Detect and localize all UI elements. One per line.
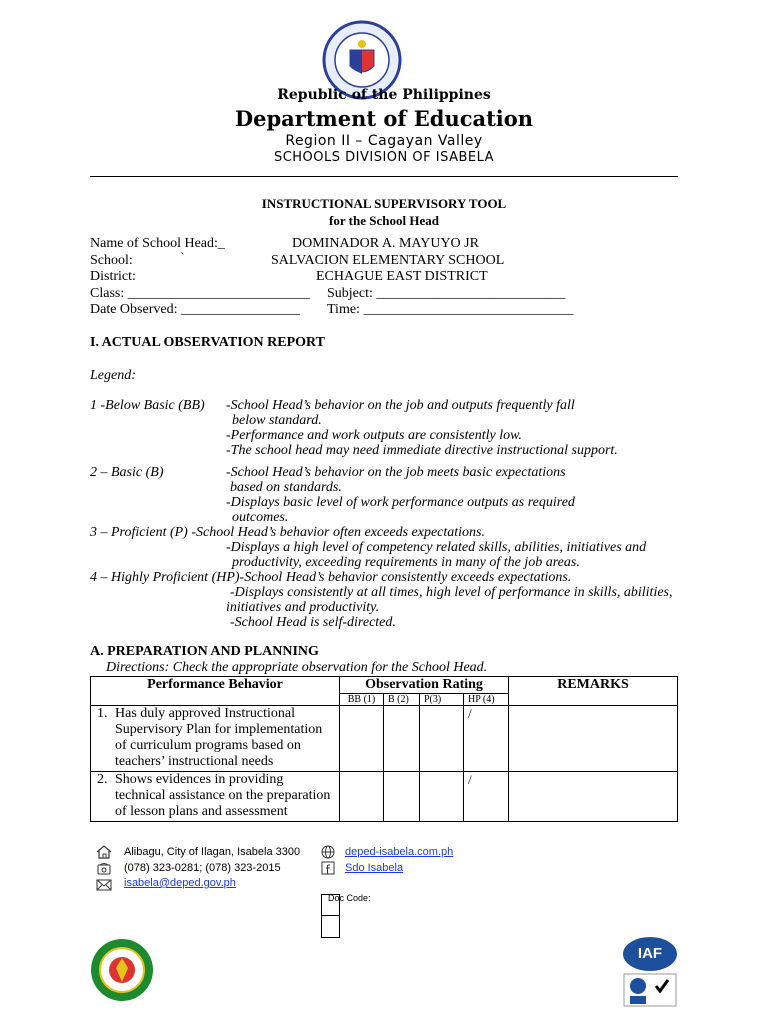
observation-table [90, 676, 678, 822]
division-line: SCHOOLS DIVISION OF ISABELA [273, 150, 495, 165]
legend-1-desc: -School Head’s behavior on the job and outputs frequently fall [226, 398, 575, 413]
row-number: 1. [97, 706, 108, 721]
rating-cell-b[interactable] [384, 706, 420, 772]
facebook-link[interactable]: Sdo Isabela [345, 862, 404, 874]
school-head-value: DOMINADOR A. MAYUYO JR [292, 236, 479, 251]
remarks-cell[interactable] [509, 706, 678, 772]
row-number: 2. [97, 772, 108, 787]
legend-3-label: 3 – Proficient (P) -School Head’s behavior often exceeds expectations. [90, 525, 485, 540]
class-field: Class: __________________________ [90, 286, 310, 301]
rating-cell-b[interactable] [384, 772, 420, 822]
legend-4-label: 4 – Highly Proficient (HP)-School Head’s behavior consistently exceeds expectations. [90, 570, 572, 585]
rating-cell-p[interactable] [420, 772, 464, 822]
form-subtitle: for the School Head [329, 213, 439, 228]
table-row [91, 706, 678, 772]
address-text: Alibagu, City of Ilagan, Isabela 3300 [124, 846, 301, 858]
legend-2-label: 2 – Basic (B) [90, 465, 164, 480]
mail-icon [96, 878, 112, 892]
table-row [91, 772, 678, 822]
directions-text: Directions: Check the appropriate observation for the School Head. [106, 660, 488, 675]
website-link[interactable]: deped-isabela.com.ph [345, 846, 454, 858]
section-heading-observation: I. ACTUAL OBSERVATION REPORT [90, 335, 325, 350]
rating-cell-hp[interactable]: / [464, 706, 509, 772]
row-behavior-text: Has duly approved Instructional Supervisory Plan for implementation of curriculum programs based on teachers’ instructional needs [115, 706, 323, 769]
col-header-remarks: REMARKS [509, 677, 678, 706]
phone-icon [96, 862, 112, 876]
remarks-cell[interactable] [509, 772, 678, 822]
legend-1-label: 1 -Below Basic (BB) [90, 398, 205, 413]
rating-cell-bb[interactable] [340, 772, 384, 822]
globe-icon [320, 845, 336, 859]
sub-header-hp: HP (4) [464, 694, 509, 706]
legend-2-desc: -Displays basic level of work performance outputs as required [226, 495, 575, 510]
sub-header-p: P(3) [420, 694, 464, 706]
col-header-behavior: Performance Behavior [91, 677, 340, 706]
district-value: ECHAGUE EAST DISTRICT [316, 269, 488, 284]
col-header-rating: Observation Rating [340, 677, 509, 694]
legend-2-desc: based on standards. [230, 480, 342, 495]
legend-1-desc: below standard. [232, 413, 322, 428]
division-seal-logo [90, 938, 154, 1002]
legend-4-desc: -School Head is self-directed. [230, 615, 396, 630]
legend-4-desc: initiatives and productivity. [226, 600, 380, 615]
legend-1-desc: -Performance and work outputs are consistently low. [226, 428, 522, 443]
date-observed-field: Date Observed: _________________ [90, 302, 300, 317]
legend-2-desc: outcomes. [232, 510, 289, 525]
school-mark: ` [180, 251, 185, 266]
email-link[interactable]: isabela@deped.gov.ph [124, 877, 236, 889]
form-title: INSTRUCTIONAL SUPERVISORY TOOL [261, 196, 507, 211]
legend-2-desc: -School Head’s behavior on the job meets basic expectations [226, 465, 566, 480]
rating-cell-hp[interactable]: / [464, 772, 509, 822]
home-icon [96, 845, 112, 859]
school-head-label: Name of School Head:_ [90, 236, 225, 251]
school-value: SALVACION ELEMENTARY SCHOOL [271, 253, 505, 268]
department-title: Department of Education [234, 106, 534, 131]
rating-cell-p[interactable] [420, 706, 464, 772]
legend-1-desc: -The school head may need immediate directive instructional support. [226, 443, 618, 458]
region-line: Region II – Cagayan Valley [285, 133, 483, 149]
legend-3-desc: -Displays a high level of competency related skills, abilities, initiatives and [226, 540, 647, 555]
doc-code-label: Doc Code: [328, 893, 371, 903]
sub-header-bb: BB (1) [340, 694, 384, 706]
district-label: District: [90, 269, 136, 284]
legend-3-desc: productivity, exceeding requirements in many of the job areas. [232, 555, 580, 570]
row-behavior-text: Shows evidences in providing technical assistance on the preparation of lesson plans and assessment [115, 772, 331, 819]
section-heading-preparation: A. PREPARATION AND PLANNING [90, 644, 319, 659]
phone-text: (078) 323-0281; (078) 323-2015 [124, 862, 281, 874]
legend-title: Legend: [90, 368, 136, 383]
iaf-label: IAF [637, 945, 663, 962]
subject-field: Subject: ___________________________ [327, 286, 566, 301]
school-label: School: [90, 253, 133, 268]
legend-4-desc: -Displays consistently at all times, high level of performance in skills, abilities, [230, 585, 673, 600]
header-divider [90, 176, 678, 177]
rating-cell-bb[interactable] [340, 706, 384, 772]
republic-line: Republic of the Philippines [277, 87, 491, 103]
sub-header-b: B (2) [384, 694, 420, 706]
time-field: Time: ______________________________ [327, 302, 574, 317]
facebook-icon [320, 861, 336, 875]
